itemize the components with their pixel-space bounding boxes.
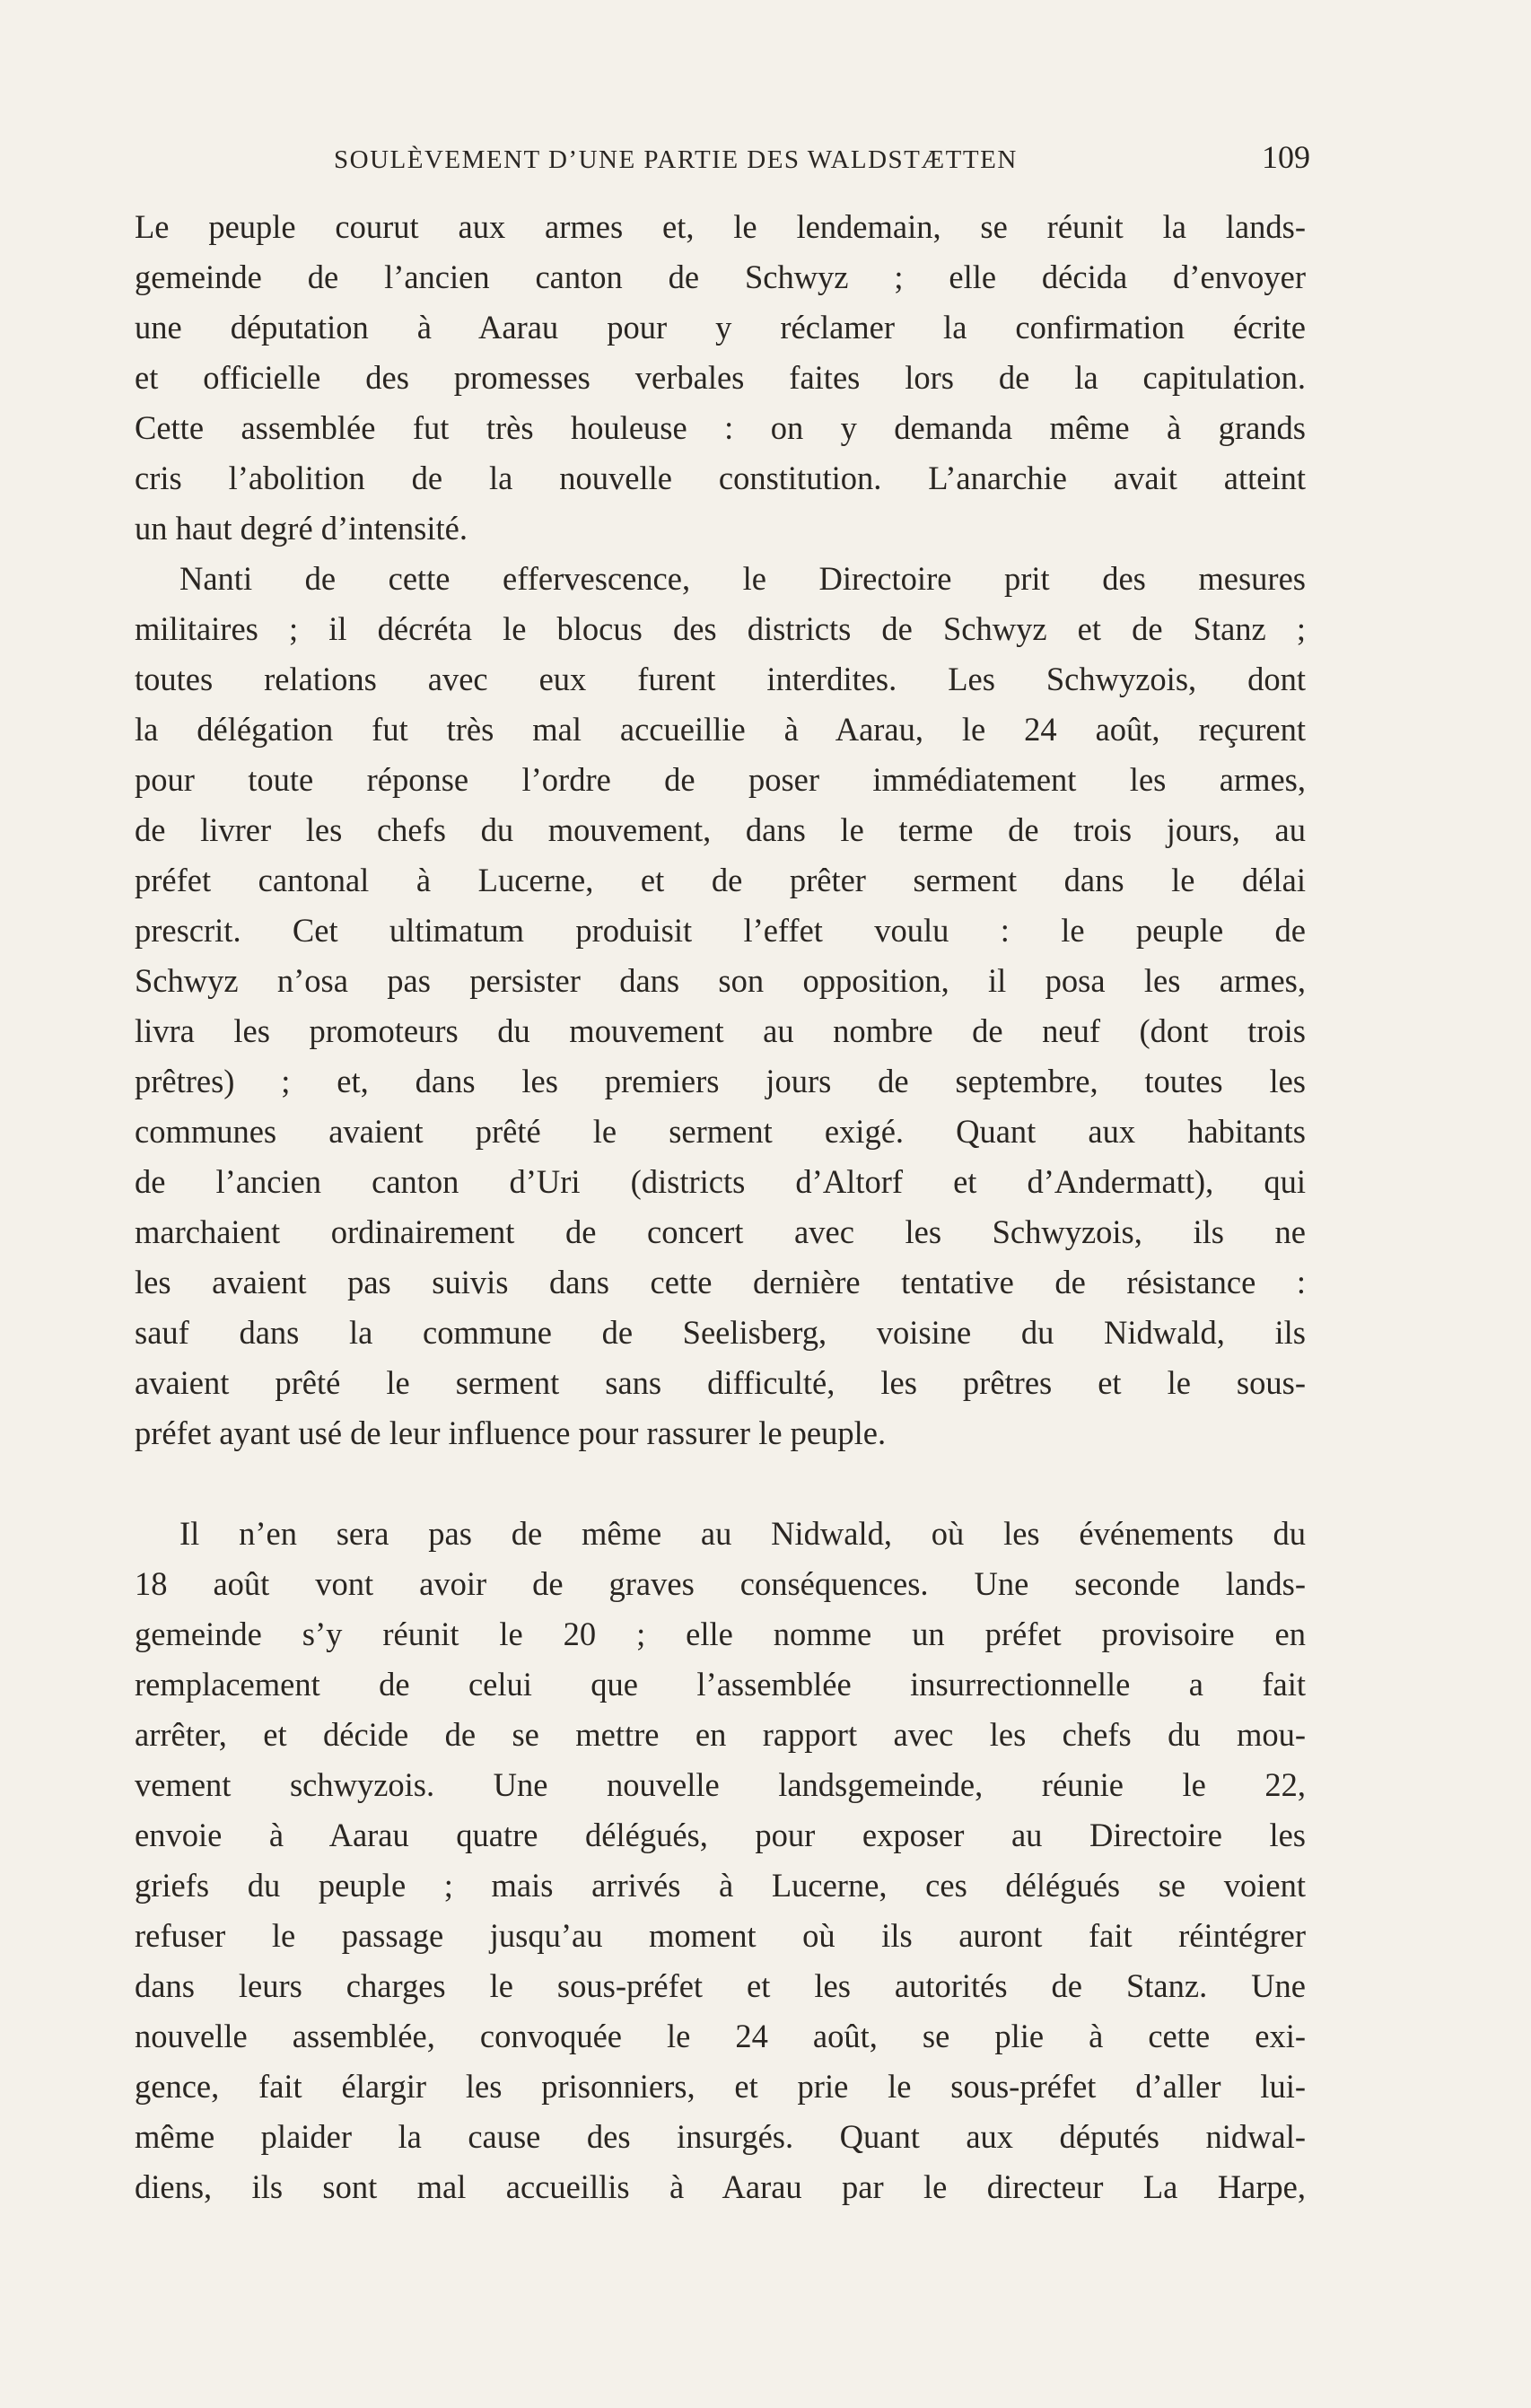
text-line: Il n’en sera pas de même au Nidwald, où les événements du [179, 1515, 1306, 1552]
paragraph-2 [135, 554, 1306, 1458]
text-line: de l’ancien canton d’Uri (districts d’Altorf et d’Andermatt), qui [135, 1163, 1306, 1200]
text-line: vement schwyzois. Une nouvelle landsgemeinde, réunie le 22, [135, 1766, 1306, 1803]
text-line: dans leurs charges le sous-préfet et les autorités de Stanz. Une [135, 1967, 1306, 2004]
paragraph-gap [135, 1458, 1306, 1509]
text-line: et officielle des promesses verbales faites lors de la capitulation. [135, 359, 1306, 396]
text-line: prescrit. Cet ultimatum produisit l’effet voulu : le peuple de [135, 912, 1306, 949]
text-line: Nanti de cette effervescence, le Directoire prit des mesures [179, 560, 1306, 597]
text-line: gemeinde s’y réunit le 20 ; elle nomme un préfet provisoire en [135, 1616, 1306, 1652]
text-line: gence, fait élargir les prisonniers, et prie le sous-préfet d’aller lui- [135, 2068, 1306, 2105]
text-line: une députation à Aarau pour y réclamer la confirmation écrite [135, 309, 1306, 346]
text-line: cris l’abolition de la nouvelle constitution. L’anarchie avait atteint [135, 460, 1306, 496]
text-line: refuser le passage jusqu’au moment où ils auront fait réintégrer [135, 1917, 1306, 1954]
text-line: Schwyz n’osa pas persister dans son opposition, il posa les armes, [135, 962, 1306, 999]
text-line: un haut degré d’intensité. [135, 510, 468, 547]
text-line: militaires ; il décréta le blocus des districts de Schwyz et de Stanz ; [135, 610, 1306, 647]
running-title: SOULÈVEMENT D’UNE PARTIE DES WALDSTÆTTEN [334, 145, 1018, 174]
text-line: pour toute réponse l’ordre de poser immédiatement les armes, [135, 761, 1306, 798]
text-line: remplacement de celui que l’assemblée insurrectionnelle a fait [135, 1666, 1306, 1703]
text-line: toutes relations avec eux furent interdites. Les Schwyzois, dont [135, 661, 1306, 697]
text-line: gemeinde de l’ancien canton de Schwyz ; elle décida d’envoyer [135, 258, 1306, 295]
text-line: préfet ayant usé de leur influence pour rassurer le peuple. [135, 1414, 887, 1451]
body-text [135, 202, 1306, 2212]
text-line: les avaient pas suivis dans cette dernière tentative de résistance : [135, 1264, 1306, 1300]
text-line: griefs du peuple ; mais arrivés à Lucerne, ces délégués se voient [135, 1867, 1306, 1904]
text-line: communes avaient prêté le serment exigé. Quant aux habitants [135, 1113, 1306, 1150]
text-line: nouvelle assemblée, convoquée le 24 août, se plie à cette exi- [135, 2018, 1306, 2054]
text-line: sauf dans la commune de Seelisberg, voisine du Nidwald, ils [135, 1314, 1306, 1351]
text-line: livra les promoteurs du mouvement au nombre de neuf (dont trois [135, 1012, 1306, 1049]
text-line: Le peuple courut aux armes et, le lendemain, se réunit la lands- [135, 208, 1306, 245]
text-line: préfet cantonal à Lucerne, et de prêter serment dans le délai [135, 862, 1306, 898]
paragraph-1 [135, 202, 1306, 554]
text-line: de livrer les chefs du mouvement, dans le terme de trois jours, au [135, 811, 1306, 848]
text-line: avaient prêté le serment sans difficulté, les prêtres et le sous- [135, 1364, 1306, 1401]
paragraph-3 [135, 1509, 1306, 2212]
text-line: prêtres) ; et, dans les premiers jours de septembre, toutes les [135, 1063, 1306, 1099]
page-number: 109 [1262, 139, 1310, 175]
running-head [135, 135, 1310, 185]
text-line: la délégation fut très mal accueillie à Aarau, le 24 août, reçurent [135, 711, 1306, 748]
text-line: 18 août vont avoir de graves conséquences. Une seconde lands- [135, 1565, 1306, 1602]
text-line: marchaient ordinairement de concert avec les Schwyzois, ils ne [135, 1213, 1306, 1250]
text-line: Cette assemblée fut très houleuse : on y demanda même à grands [135, 409, 1306, 446]
text-line: envoie à Aarau quatre délégués, pour exposer au Directoire les [135, 1817, 1306, 1853]
text-line: diens, ils sont mal accueillis à Aarau par le directeur La Harpe, [135, 2168, 1306, 2205]
text-line: même plaider la cause des insurgés. Quant aux députés nidwal- [135, 2118, 1306, 2155]
text-line: arrêter, et décide de se mettre en rapport avec les chefs du mou- [135, 1716, 1306, 1753]
